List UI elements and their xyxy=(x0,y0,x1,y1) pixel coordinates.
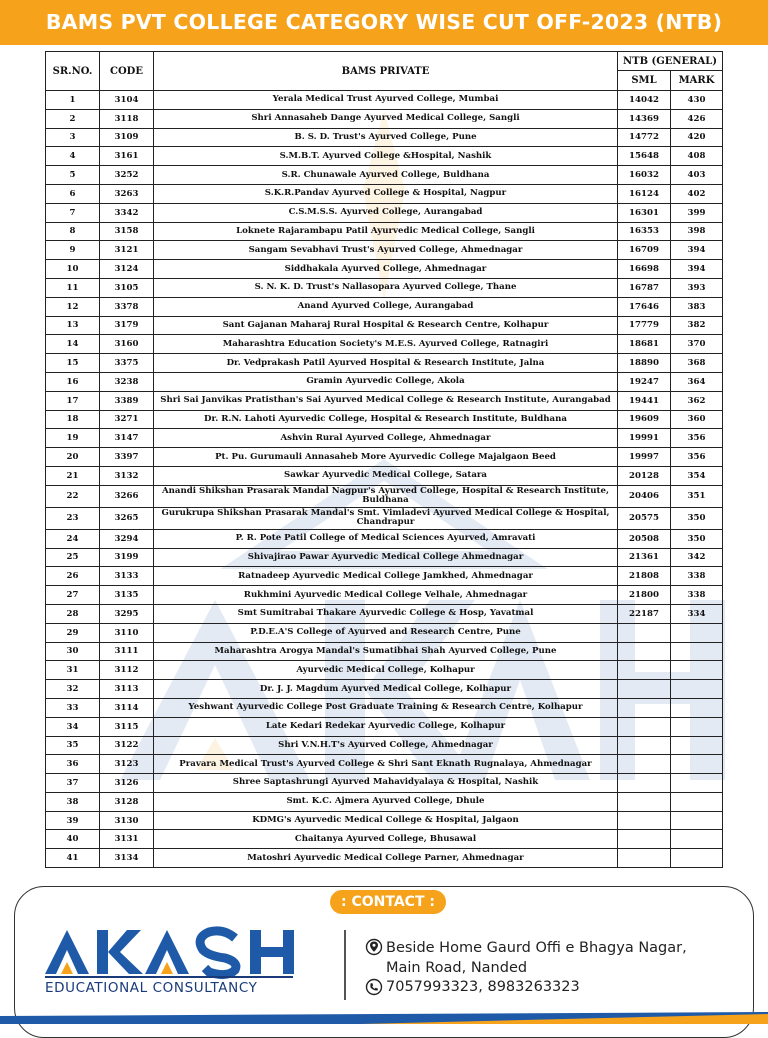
table-row xyxy=(46,278,723,297)
cell-sml xyxy=(618,811,671,830)
cell-college: Loknete Rajarambapu Patil Ayurvedic Medical College, Sangli xyxy=(154,222,618,241)
cell-sr-no: 30 xyxy=(46,642,100,661)
cell-sr-no: 18 xyxy=(46,410,100,429)
cell-code: 3295 xyxy=(100,604,154,623)
cell-sml: 16709 xyxy=(618,241,671,260)
cell-mark: 350 xyxy=(671,507,723,529)
table-row xyxy=(46,109,723,128)
cell-code: 3135 xyxy=(100,586,154,605)
table-row xyxy=(46,128,723,147)
cell-college: Yeshwant Ayurvedic College Post Graduate Training & Research Centre, Kolhapur xyxy=(154,698,618,717)
cell-college: Smt. K.C. Ajmera Ayurved College, Dhule xyxy=(154,792,618,811)
cell-code: 3160 xyxy=(100,335,154,354)
cell-college: Anand Ayurved College, Aurangabad xyxy=(154,297,618,316)
cell-code: 3133 xyxy=(100,567,154,586)
cell-code: 3124 xyxy=(100,260,154,279)
cell-college: Shri Sai Janvikas Pratisthan's Sai Ayurved Medical College & Research Institute, Aurangabad xyxy=(154,391,618,410)
table-row xyxy=(46,849,723,868)
table-row xyxy=(46,548,723,567)
cell-sml: 17779 xyxy=(618,316,671,335)
cell-mark: 430 xyxy=(671,91,723,110)
cell-sr-no: 35 xyxy=(46,736,100,755)
table-row xyxy=(46,680,723,699)
cell-sml: 20128 xyxy=(618,466,671,485)
cell-code: 3104 xyxy=(100,91,154,110)
location-pin-icon xyxy=(365,938,383,956)
cell-sml: 19991 xyxy=(618,429,671,448)
cell-code: 3265 xyxy=(100,507,154,529)
table-row xyxy=(46,623,723,642)
cell-code: 3161 xyxy=(100,147,154,166)
cell-sml xyxy=(618,698,671,717)
cell-sml: 14042 xyxy=(618,91,671,110)
cell-code: 3132 xyxy=(100,466,154,485)
cell-college: Siddhakala Ayurved College, Ahmednagar xyxy=(154,260,618,279)
cell-sr-no: 28 xyxy=(46,604,100,623)
cell-mark xyxy=(671,755,723,774)
cell-code: 3105 xyxy=(100,278,154,297)
cell-sml: 16124 xyxy=(618,184,671,203)
cell-code: 3122 xyxy=(100,736,154,755)
cell-sml xyxy=(618,736,671,755)
cell-college: Shri V.N.H.T's Ayurved College, Ahmednagar xyxy=(154,736,618,755)
cell-mark: 394 xyxy=(671,241,723,260)
cell-sml: 16301 xyxy=(618,203,671,222)
cell-mark: 382 xyxy=(671,316,723,335)
table-row xyxy=(46,410,723,429)
cell-college: B. S. D. Trust's Ayurved College, Pune xyxy=(154,128,618,147)
cell-sml xyxy=(618,830,671,849)
cell-code: 3112 xyxy=(100,661,154,680)
cell-code: 3130 xyxy=(100,811,154,830)
cell-sr-no: 20 xyxy=(46,448,100,467)
cell-sr-no: 22 xyxy=(46,485,100,507)
header-sml: SML xyxy=(618,71,671,91)
cell-code: 3266 xyxy=(100,485,154,507)
cell-sr-no: 16 xyxy=(46,372,100,391)
cell-code: 3131 xyxy=(100,830,154,849)
cell-sml: 21361 xyxy=(618,548,671,567)
cell-mark: 383 xyxy=(671,297,723,316)
cell-code: 3126 xyxy=(100,774,154,793)
cell-college: Smt Sumitrabai Thakare Ayurvedic College & Hosp, Yavatmal xyxy=(154,604,618,623)
table-row xyxy=(46,222,723,241)
cell-code: 3114 xyxy=(100,698,154,717)
table-row xyxy=(46,316,723,335)
table-row xyxy=(46,642,723,661)
phone-icon xyxy=(365,978,383,996)
cell-sr-no: 5 xyxy=(46,166,100,185)
header-sr-no: SR.NO. xyxy=(46,52,100,91)
cell-sr-no: 14 xyxy=(46,335,100,354)
cell-mark xyxy=(671,698,723,717)
cell-sr-no: 25 xyxy=(46,548,100,567)
table-row xyxy=(46,792,723,811)
cell-sr-no: 34 xyxy=(46,717,100,736)
cell-code: 3134 xyxy=(100,849,154,868)
cell-sml xyxy=(618,717,671,736)
cell-college: Shri Annasaheb Dange Ayurved Medical College, Sangli xyxy=(154,109,618,128)
cell-sml: 22187 xyxy=(618,604,671,623)
cell-sml: 16353 xyxy=(618,222,671,241)
cell-college: Late Kedari Redekar Ayurvedic College, Kolhapur xyxy=(154,717,618,736)
cell-sml: 16032 xyxy=(618,166,671,185)
cell-code: 3121 xyxy=(100,241,154,260)
cell-sr-no: 1 xyxy=(46,91,100,110)
contact-label: : CONTACT : xyxy=(330,890,446,914)
cell-sr-no: 21 xyxy=(46,466,100,485)
cell-mark: 354 xyxy=(671,466,723,485)
logo-underline xyxy=(45,976,293,978)
cell-college: KDMG's Ayurvedic Medical College & Hospital, Jalgaon xyxy=(154,811,618,830)
cell-sml: 17646 xyxy=(618,297,671,316)
cell-sml: 14369 xyxy=(618,109,671,128)
cell-mark xyxy=(671,736,723,755)
table-row xyxy=(46,485,723,507)
cell-sr-no: 12 xyxy=(46,297,100,316)
cell-mark xyxy=(671,680,723,699)
cell-sr-no: 6 xyxy=(46,184,100,203)
cell-sml: 19441 xyxy=(618,391,671,410)
header-code: CODE xyxy=(100,52,154,91)
cell-mark: 370 xyxy=(671,335,723,354)
cell-sr-no: 15 xyxy=(46,354,100,373)
cell-code: 3118 xyxy=(100,109,154,128)
cell-college: Sant Gajanan Maharaj Rural Hospital & Research Centre, Kolhapur xyxy=(154,316,618,335)
cell-college: Yerala Medical Trust Ayurved College, Mumbai xyxy=(154,91,618,110)
cell-code: 3113 xyxy=(100,680,154,699)
header-mark: MARK xyxy=(671,71,723,91)
table-row xyxy=(46,736,723,755)
cell-college: C.S.M.S.S. Ayurved College, Aurangabad xyxy=(154,203,618,222)
cell-code: 3115 xyxy=(100,717,154,736)
cell-code: 3294 xyxy=(100,529,154,548)
table-row xyxy=(46,448,723,467)
table-row xyxy=(46,529,723,548)
cell-college: S.M.B.T. Ayurved College &Hospital, Nashik xyxy=(154,147,618,166)
cell-mark: 364 xyxy=(671,372,723,391)
cell-code: 3128 xyxy=(100,792,154,811)
cell-mark: 399 xyxy=(671,203,723,222)
table-row xyxy=(46,391,723,410)
cell-code: 3342 xyxy=(100,203,154,222)
cell-sr-no: 4 xyxy=(46,147,100,166)
cell-mark: 408 xyxy=(671,147,723,166)
cell-mark: 403 xyxy=(671,166,723,185)
contact-divider xyxy=(344,930,346,1000)
cell-college: Matoshri Ayurvedic Medical College Parner, Ahmednagar xyxy=(154,849,618,868)
cell-mark xyxy=(671,774,723,793)
cell-sr-no: 24 xyxy=(46,529,100,548)
cell-college: Chaitanya Ayurved College, Bhusawal xyxy=(154,830,618,849)
cell-mark: 334 xyxy=(671,604,723,623)
cell-sml: 16698 xyxy=(618,260,671,279)
cell-college: S. N. K. D. Trust's Nallasopara Ayurved College, Thane xyxy=(154,278,618,297)
cell-mark: 342 xyxy=(671,548,723,567)
cell-college: S.R. Chunawale Ayurved College, Buldhana xyxy=(154,166,618,185)
table-row xyxy=(46,755,723,774)
cell-sml: 19247 xyxy=(618,372,671,391)
table-row xyxy=(46,91,723,110)
cell-mark xyxy=(671,792,723,811)
cell-college: Dr. J. J. Magdum Ayurved Medical College, Kolhapur xyxy=(154,680,618,699)
cell-college: Ayurvedic Medical College, Kolhapur xyxy=(154,661,618,680)
cell-code: 3238 xyxy=(100,372,154,391)
cell-sr-no: 26 xyxy=(46,567,100,586)
cell-sr-no: 9 xyxy=(46,241,100,260)
cell-college: Rukhmini Ayurvedic Medical College Velhale, Ahmednagar xyxy=(154,586,618,605)
cell-sr-no: 8 xyxy=(46,222,100,241)
cell-college: Dr. Vedprakash Patil Ayurved Hospital & Research Institute, Jalna xyxy=(154,354,618,373)
cell-college: Maharashtra Education Society's M.E.S. Ayurved College, Ratnagiri xyxy=(154,335,618,354)
cell-mark xyxy=(671,849,723,868)
address-line-1: Beside Home Gaurd Offi e Bhagya Nagar, xyxy=(386,940,687,956)
cell-mark xyxy=(671,623,723,642)
cell-college: Sawkar Ayurvedic Medical College, Satara xyxy=(154,466,618,485)
cell-sr-no: 39 xyxy=(46,811,100,830)
cell-sml xyxy=(618,661,671,680)
cell-college: Shivajirao Pawar Ayurvedic Medical College Ahmednagar xyxy=(154,548,618,567)
cell-sr-no: 7 xyxy=(46,203,100,222)
cell-college: Ashvin Rural Ayurved College, Ahmednagar xyxy=(154,429,618,448)
cell-mark xyxy=(671,661,723,680)
cell-sr-no: 29 xyxy=(46,623,100,642)
cell-mark xyxy=(671,811,723,830)
cell-sr-no: 17 xyxy=(46,391,100,410)
cell-mark: 398 xyxy=(671,222,723,241)
cell-sml: 15648 xyxy=(618,147,671,166)
cell-sml xyxy=(618,774,671,793)
cell-sml xyxy=(618,642,671,661)
table-row xyxy=(46,372,723,391)
cell-code: 3378 xyxy=(100,297,154,316)
cell-sr-no: 10 xyxy=(46,260,100,279)
cell-college: Anandi Shikshan Prasarak Mandal Nagpur's Ayurved College, Hospital & Research Institute, Buldhana xyxy=(154,485,618,507)
cell-code: 3109 xyxy=(100,128,154,147)
cell-sr-no: 13 xyxy=(46,316,100,335)
table-row xyxy=(46,717,723,736)
cell-sml: 16787 xyxy=(618,278,671,297)
cell-sr-no: 32 xyxy=(46,680,100,699)
table-row xyxy=(46,241,723,260)
table-row xyxy=(46,507,723,529)
cell-sml xyxy=(618,755,671,774)
cell-college: Dr. R.N. Lahoti Ayurvedic College, Hospital & Research Institute, Buldhana xyxy=(154,410,618,429)
cell-sml xyxy=(618,849,671,868)
cell-sml: 21808 xyxy=(618,567,671,586)
cell-code: 3123 xyxy=(100,755,154,774)
cell-sml: 18681 xyxy=(618,335,671,354)
table-row xyxy=(46,698,723,717)
cell-sml: 20575 xyxy=(618,507,671,529)
cell-code: 3389 xyxy=(100,391,154,410)
cell-sr-no: 2 xyxy=(46,109,100,128)
cell-mark: 356 xyxy=(671,448,723,467)
table-row xyxy=(46,184,723,203)
cell-college: Ratnadeep Ayurvedic Medical College Jamkhed, Ahmednagar xyxy=(154,567,618,586)
cell-sml: 14772 xyxy=(618,128,671,147)
cell-mark: 402 xyxy=(671,184,723,203)
cell-college: Pt. Pu. Gurumauli Annasaheb More Ayurvedic College Majalgaon Beed xyxy=(154,448,618,467)
cell-mark: 360 xyxy=(671,410,723,429)
cell-code: 3158 xyxy=(100,222,154,241)
cell-college: P. R. Pote Patil College of Medical Sciences Ayurved, Amravati xyxy=(154,529,618,548)
table-row xyxy=(46,203,723,222)
cell-mark: 350 xyxy=(671,529,723,548)
cell-sr-no: 37 xyxy=(46,774,100,793)
table-row xyxy=(46,661,723,680)
cell-sr-no: 38 xyxy=(46,792,100,811)
cutoff-table xyxy=(45,51,722,868)
table-row xyxy=(46,604,723,623)
cell-sml: 21800 xyxy=(618,586,671,605)
cell-code: 3111 xyxy=(100,642,154,661)
table-row xyxy=(46,166,723,185)
cell-sml: 19997 xyxy=(618,448,671,467)
contact-phone xyxy=(365,978,580,996)
cell-college: Maharashtra Arogya Mandal's Sumatibhai Shah Ayurved College, Pune xyxy=(154,642,618,661)
cell-mark: 394 xyxy=(671,260,723,279)
cell-mark: 356 xyxy=(671,429,723,448)
cell-sr-no: 31 xyxy=(46,661,100,680)
cell-mark xyxy=(671,642,723,661)
cell-college: Sangam Sevabhavi Trust's Ayurved College, Ahmednagar xyxy=(154,241,618,260)
table-row xyxy=(46,260,723,279)
table-body xyxy=(46,91,723,868)
cell-code: 3375 xyxy=(100,354,154,373)
cell-sml: 18890 xyxy=(618,354,671,373)
cell-sml: 20508 xyxy=(618,529,671,548)
contact-address xyxy=(365,938,745,978)
cell-code: 3263 xyxy=(100,184,154,203)
cell-college: Gramin Ayurvedic College, Akola xyxy=(154,372,618,391)
cell-college: Shree Saptashrungi Ayurved Mahavidyalaya & Hospital, Nashik xyxy=(154,774,618,793)
cell-mark: 338 xyxy=(671,586,723,605)
cell-mark: 338 xyxy=(671,567,723,586)
table-row xyxy=(46,586,723,605)
cell-mark: 393 xyxy=(671,278,723,297)
cell-sml: 20406 xyxy=(618,485,671,507)
cell-mark: 420 xyxy=(671,128,723,147)
table-row xyxy=(46,811,723,830)
cell-mark xyxy=(671,717,723,736)
table-row xyxy=(46,567,723,586)
cell-sr-no: 36 xyxy=(46,755,100,774)
table-row xyxy=(46,354,723,373)
cell-code: 3147 xyxy=(100,429,154,448)
cell-college: P.D.E.A'S College of Ayurved and Research Centre, Pune xyxy=(154,623,618,642)
table-row xyxy=(46,830,723,849)
cell-college: S.K.R.Pandav Ayurved College & Hospital, Nagpur xyxy=(154,184,618,203)
cell-sr-no: 40 xyxy=(46,830,100,849)
table-row xyxy=(46,147,723,166)
cell-sr-no: 3 xyxy=(46,128,100,147)
cell-code: 3110 xyxy=(100,623,154,642)
table-row xyxy=(46,429,723,448)
header-ntb-general: NTB (GENERAL) xyxy=(618,52,723,71)
address-line-2: Main Road, Nanded xyxy=(386,960,528,976)
cell-sr-no: 27 xyxy=(46,586,100,605)
logo-subtitle: EDUCATIONAL CONSULTANCY xyxy=(45,980,258,996)
cell-sr-no: 11 xyxy=(46,278,100,297)
cell-code: 3179 xyxy=(100,316,154,335)
cell-code: 3397 xyxy=(100,448,154,467)
cell-college: Pravara Medical Trust's Ayurved College & Shri Sant Eknath Rugnalaya, Ahmednagar xyxy=(154,755,618,774)
header-college: BAMS PRIVATE xyxy=(154,52,618,91)
phone-numbers: 7057993323, 8983263323 xyxy=(386,979,580,995)
cell-college: Gurukrupa Shikshan Prasarak Mandal's Smt. Vimladevi Ayurved Medical College & Hospital, Chandrapur xyxy=(154,507,618,529)
page-title: BAMS PVT COLLEGE CATEGORY WISE CUT OFF-2023 (NTB) xyxy=(0,0,768,45)
cell-mark: 368 xyxy=(671,354,723,373)
cell-sr-no: 41 xyxy=(46,849,100,868)
cell-sr-no: 23 xyxy=(46,507,100,529)
cell-sr-no: 19 xyxy=(46,429,100,448)
cell-sr-no: 33 xyxy=(46,698,100,717)
table-row xyxy=(46,335,723,354)
cell-sml xyxy=(618,792,671,811)
cell-mark: 362 xyxy=(671,391,723,410)
cell-mark xyxy=(671,830,723,849)
cell-code: 3199 xyxy=(100,548,154,567)
table-row xyxy=(46,297,723,316)
cell-sml xyxy=(618,623,671,642)
cell-mark: 351 xyxy=(671,485,723,507)
cell-code: 3271 xyxy=(100,410,154,429)
cell-code: 3252 xyxy=(100,166,154,185)
table-row xyxy=(46,466,723,485)
cell-sml xyxy=(618,680,671,699)
table-row xyxy=(46,774,723,793)
cell-sml: 19609 xyxy=(618,410,671,429)
cell-mark: 426 xyxy=(671,109,723,128)
bottom-stripe xyxy=(0,1010,768,1024)
